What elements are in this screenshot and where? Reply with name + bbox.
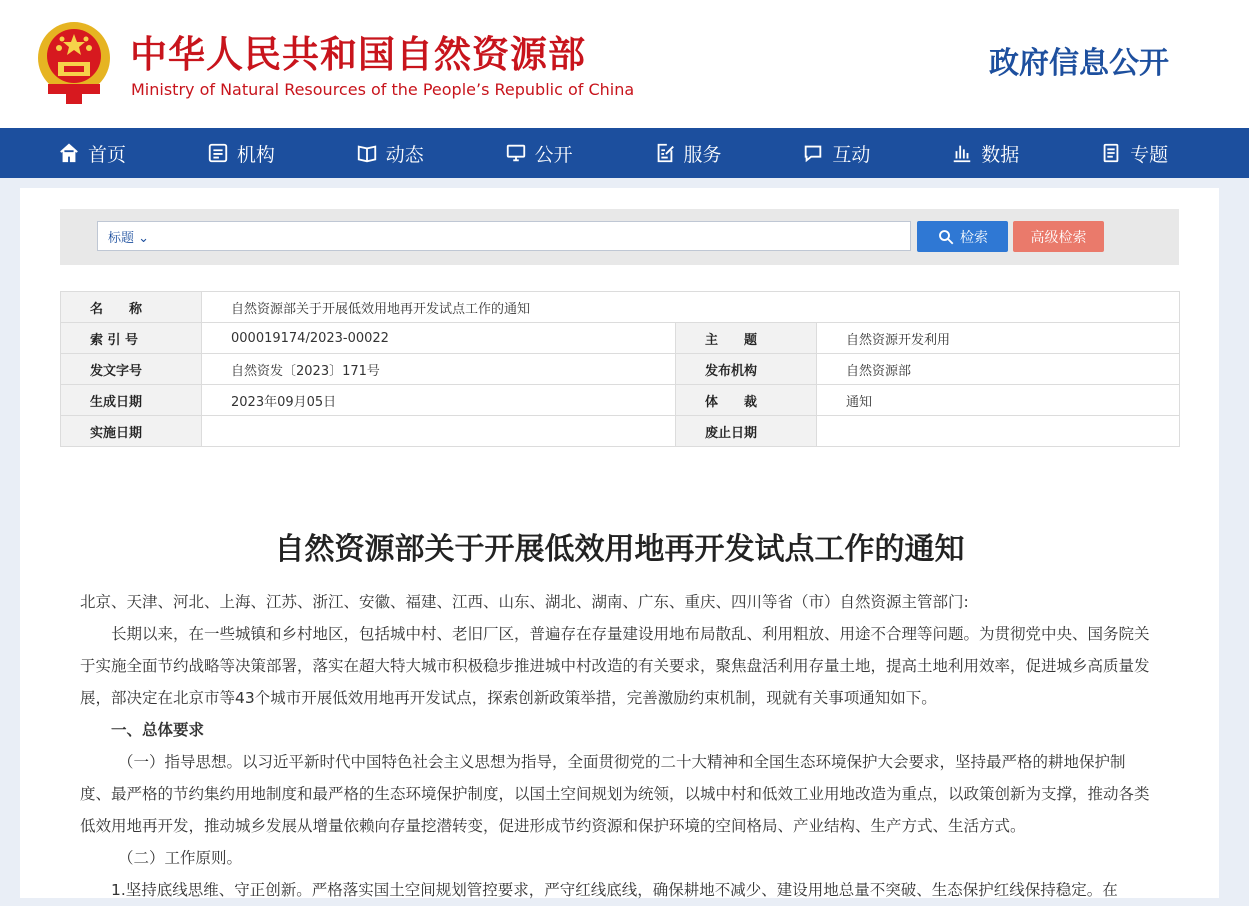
meta-value: 000019174/2023-00022 bbox=[202, 323, 676, 354]
monitor-icon bbox=[505, 142, 527, 164]
meta-value: 通知 bbox=[817, 385, 1180, 416]
table-row bbox=[61, 385, 1180, 416]
nav-label: 互动 bbox=[832, 143, 871, 166]
meta-key: 主 题 bbox=[676, 323, 817, 354]
nav-item-home[interactable] bbox=[58, 140, 207, 167]
meta-key: 废止日期 bbox=[676, 416, 817, 447]
meta-value bbox=[817, 416, 1180, 447]
article-paragraph: 1.坚持底线思维、守正创新。严格落实国土空间规划管控要求，严守红线底线，确保耕地不减少、建设用地总量不突破、生态保护红线保持稳定。在 bbox=[111, 881, 1118, 899]
nav-item-public[interactable] bbox=[505, 140, 654, 167]
section-title[interactable]: 政府信息公开 bbox=[989, 46, 1169, 81]
meta-key: 名 称 bbox=[61, 292, 202, 323]
search-scope-label: 标题 bbox=[108, 231, 135, 246]
national-emblem-icon[interactable] bbox=[34, 20, 114, 106]
chart-icon bbox=[951, 142, 973, 164]
nav-label: 数据 bbox=[981, 143, 1020, 166]
nav-label: 服务 bbox=[683, 143, 722, 166]
search-scope-dropdown[interactable] bbox=[108, 227, 149, 246]
nav-label: 首页 bbox=[88, 143, 127, 166]
article-recipients: 北京、天津、河北、上海、江苏、浙江、安徽、福建、江西、山东、湖北、湖南、广东、重庆、四川等省（市）自然资源主管部门: bbox=[80, 593, 969, 611]
meta-key: 体 裁 bbox=[676, 385, 817, 416]
org-icon bbox=[207, 142, 229, 164]
nav-label: 公开 bbox=[534, 143, 573, 166]
search-icon bbox=[937, 228, 955, 246]
nav-item-data[interactable] bbox=[951, 140, 1100, 167]
site-title[interactable]: 中华人民共和国自然资源部 bbox=[130, 33, 586, 76]
document-meta-table bbox=[60, 291, 1180, 447]
meta-value: 自然资源开发利用 bbox=[817, 323, 1180, 354]
meta-value: 自然资源部 bbox=[817, 354, 1180, 385]
chat-icon bbox=[802, 142, 824, 164]
chevron-down-icon: ⌄ bbox=[138, 231, 150, 246]
content-panel bbox=[20, 188, 1219, 898]
meta-key: 发文字号 bbox=[61, 354, 202, 385]
table-row bbox=[61, 416, 1180, 447]
advanced-search-label: 高级检索 bbox=[1030, 229, 1087, 246]
nav-item-topic[interactable] bbox=[1100, 140, 1249, 167]
nav-item-news[interactable] bbox=[356, 140, 505, 167]
article-heading: 一、总体要求 bbox=[111, 721, 205, 739]
home-icon bbox=[58, 142, 80, 164]
search-input[interactable] bbox=[97, 221, 911, 251]
nav-label: 动态 bbox=[385, 143, 424, 166]
table-row bbox=[61, 354, 1180, 385]
meta-key: 实施日期 bbox=[61, 416, 202, 447]
edit-icon bbox=[654, 142, 676, 164]
main-nav bbox=[0, 128, 1249, 178]
meta-key: 发布机构 bbox=[676, 354, 817, 385]
meta-value bbox=[202, 416, 676, 447]
meta-value: 自然资发〔2023〕171号 bbox=[202, 354, 676, 385]
news-icon bbox=[356, 142, 378, 164]
article-title: 自然资源部关于开展低效用地再开发试点工作的通知 bbox=[274, 532, 965, 567]
meta-key: 生成日期 bbox=[61, 385, 202, 416]
nav-label: 机构 bbox=[236, 143, 275, 166]
nav-item-interact[interactable] bbox=[802, 140, 951, 167]
article-body bbox=[80, 586, 1152, 906]
search-button-label: 检索 bbox=[960, 229, 988, 246]
search-button[interactable] bbox=[917, 221, 1008, 252]
nav-item-service[interactable] bbox=[654, 140, 803, 167]
article-paragraph: 长期以来，在一些城镇和乡村地区，包括城中村、老旧厂区，普遍存在存量建设用地布局散乱、利用粗放、用途不合理等问题。为贯彻党中央、国务院关于实施全面节约战略等决策部署，落实在超大特大城市积极稳步推进城中村改造的有关要求，聚焦盘活利用存量土地，提高土地利用效率，促进城乡高质量发展，部决定在北京市等43个城市开展低效用地再开发试点，探索创新政策举措，完善激励约束机制，现就有关事项通知如下。 bbox=[80, 625, 1150, 707]
meta-key: 索 引 号 bbox=[61, 323, 202, 354]
nav-label: 专题 bbox=[1130, 143, 1169, 166]
meta-value: 自然资源部关于开展低效用地再开发试点工作的通知 bbox=[202, 292, 1180, 323]
article-paragraph: （一）指导思想。以习近平新时代中国特色社会主义思想为指导，全面贯彻党的二十大精神和全国生态环境保护大会要求，坚持最严格的耕地保护制度、最严格的节约集约用地制度和最严格的生态环境保护制度，以国土空间规划为统领，以城中村和低效工业用地改造为重点，以政策创新为支撑，推动各类低效用地再开发，推动城乡发展从增量依赖向存量挖潜转变，促进形成节约资源和保护环境的空间格局、产业结构、生产方式、生活方式。 bbox=[80, 753, 1150, 835]
article-subheading: （二）工作原则。 bbox=[118, 849, 243, 867]
meta-value: 2023年09月05日 bbox=[202, 385, 676, 416]
table-row bbox=[61, 323, 1180, 354]
table-row bbox=[61, 292, 1180, 323]
site-subtitle: Ministry of Natural Resources of the People’s Republic of China bbox=[131, 80, 635, 99]
doc-icon bbox=[1100, 142, 1122, 164]
nav-item-org[interactable] bbox=[207, 140, 356, 167]
search-bar bbox=[60, 209, 1179, 265]
advanced-search-button[interactable] bbox=[1013, 221, 1104, 252]
site-header bbox=[0, 0, 1249, 128]
